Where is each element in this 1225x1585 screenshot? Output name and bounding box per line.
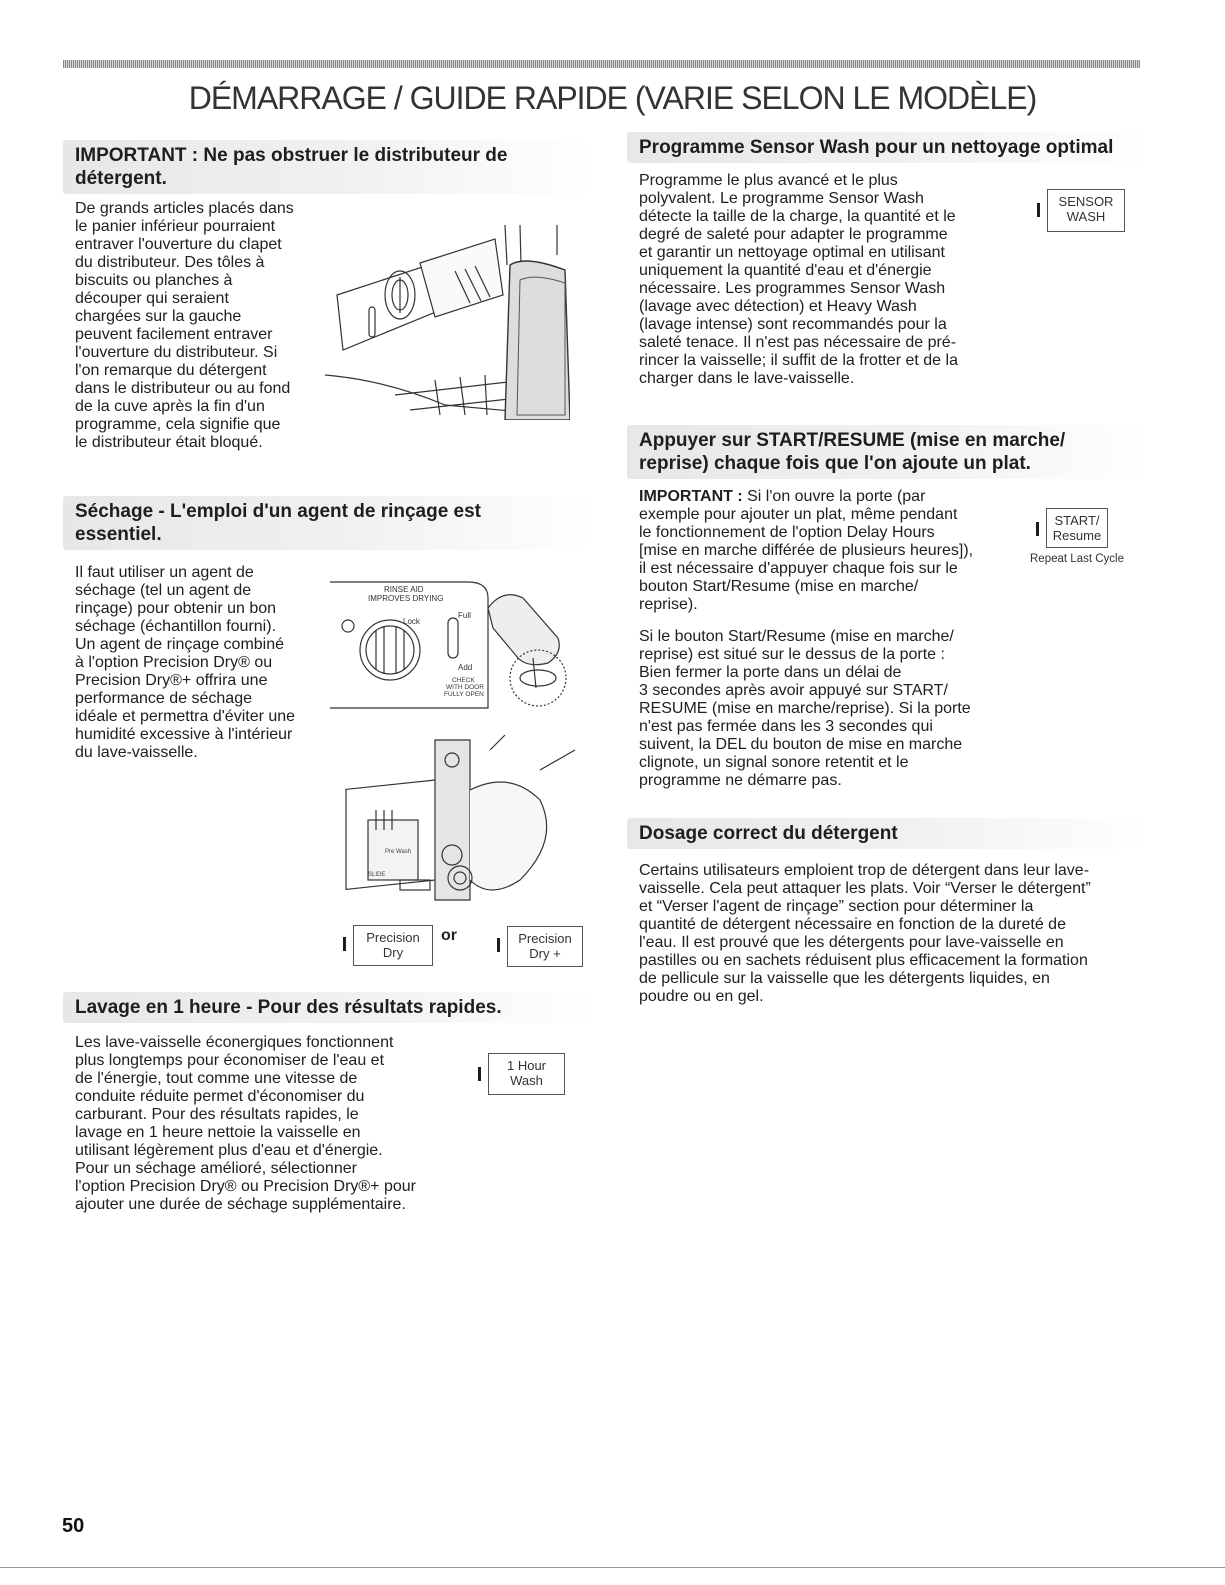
start-resume-button bbox=[1036, 508, 1126, 550]
dosage-body: Certains utilisateurs emploient trop de détergent dans leur lave- vaisselle. Cela peut attaquer les plats. Voir “Verser le détergent” et “Verser l'agent de rinçage” section pour déterminer la quantité de détergent nécessaire en fonction de la dureté de l'eau. Il est prouvé que les détergents pour lave-vaisselle en pastilles ou en sachets réduisent plus efficacement la formation de pellicule sur la vaisselle que les détergents liquides, en poudre ou en gel. bbox=[639, 862, 1091, 1005]
sensor-wash-heading: Programme Sensor Wash pour un nettoyage optimal bbox=[627, 132, 1149, 163]
sensor-wash-body: Programme le plus avancé et le plus polyvalent. Le programme Sensor Wash détecte la taille de la charge, la quantité et le degré de saleté pour adapter le programme et garantir un nettoyage optimal en utilisant uniquement la quantité d'eau et d'énergie nécessaire. Les programmes Sensor Wash (lavage avec détection) et Heavy Wash (lavage intense) sont recommandés pour la saleté tenace. Il n'est pas nécessaire de pré- rincer la vaisselle; il suffit de la frotter et de la charger dans le lave-vaisselle. bbox=[639, 172, 958, 387]
important-label: IMPORTANT : bbox=[639, 488, 743, 505]
sensor-wash-label: SENSOR WASH bbox=[1047, 189, 1125, 232]
repeat-last-cycle-caption: Repeat Last Cycle bbox=[1030, 553, 1124, 565]
start-resume-heading: Appuyer sur START/RESUME (mise en marche/ reprise) chaque fois que l'on ajoute un plat. bbox=[627, 425, 1149, 479]
important-body: De grands articles placés dans le panier inférieur pourraient entraver l'ouverture du clapet du distributeur. Des tôles à biscuits ou planches à découper qui seraient chargées sur la gauche peuvent facilement entraver l'ouverture du distributeur. Si l'on remarque du détergent dans le distributeur ou au fond de la cuve après la fin d'un programme, cela signifie que le distributeur était bloqué. bbox=[75, 200, 294, 451]
bottom-rule bbox=[0, 1567, 1225, 1568]
or-word: or bbox=[441, 927, 457, 944]
start-resume-body-2: Si le bouton Start/Resume (mise en marche/ reprise) est situé sur le dessus de la porte : Bien fermer la porte dans un délai de 3 secondes après avoir appuyé sur START/ RESUME (mise en marche/reprise). Si la porte n'est pas fermée dans les 3 secondes qui suivent, la DEL du bouton de mise en marche clignote, un signal sonore retentit et le programme ne démarre pas. bbox=[639, 628, 971, 789]
top-rule bbox=[63, 60, 1140, 68]
dosage-heading: Dosage correct du détergent bbox=[627, 818, 1149, 849]
button-indicator-bar bbox=[1036, 522, 1039, 536]
page-title: DÉMARRAGE / GUIDE RAPIDE (VARIE SELON LE MODÈLE) bbox=[188, 80, 1037, 116]
button-indicator-bar bbox=[343, 937, 346, 951]
slide-label: SLIDE bbox=[368, 872, 386, 878]
full-label: Full bbox=[458, 611, 471, 620]
check-label: CHECK WITH DOOR FULLY OPEN bbox=[444, 677, 484, 698]
button-indicator-bar bbox=[478, 1067, 481, 1081]
button-indicator-bar bbox=[497, 938, 500, 952]
hand-dispenser-illustration bbox=[340, 730, 580, 920]
lavage-heading: Lavage en 1 heure - Pour des résultats rapides. bbox=[63, 992, 593, 1023]
pre-wash-label: Pre Wash bbox=[385, 849, 412, 855]
precision-dry-plus-label: Precision Dry + bbox=[507, 926, 583, 967]
precision-dry-label: Precision Dry bbox=[353, 925, 433, 966]
precision-dry-button bbox=[343, 925, 433, 967]
sechage-body: Il faut utiliser un agent de séchage (tel un agent de rinçage) pour obtenir un bon séchage (échantillon fourni). Un agent de rinçage combiné à l'option Precision Dry® ou Precision Dry®+ offrira une performance de séchage idéale et permettra d'éviter une humidité excessive à l'intérieur du lave-vaisselle. bbox=[75, 564, 296, 761]
rinse-aid-dispenser-illustration bbox=[328, 578, 590, 720]
rinse-aid-label: RINSE AID IMPROVES DRYING bbox=[368, 585, 444, 603]
sensor-wash-button bbox=[1037, 189, 1127, 233]
page-number: 50 bbox=[62, 1515, 85, 1537]
detergent-dispenser-illustration bbox=[325, 225, 570, 420]
start-resume-text: Si l'on ouvre la porte (par exemple pour ajouter un plat, même pendant le fonctionnement de l'option Delay Hours [mise en marche différée de plusieurs heures]), il est nécessaire d'appuyer chaque fois sur le bouton Start/Resume (mise en marche/ reprise). bbox=[639, 488, 974, 613]
start-resume-label: START/ Resume bbox=[1046, 508, 1108, 548]
one-hour-wash-label: 1 Hour Wash bbox=[488, 1053, 565, 1095]
add-label: Add bbox=[458, 663, 473, 672]
sechage-heading: Séchage - L'emploi d'un agent de rinçage est essentiel. bbox=[63, 496, 593, 550]
important-heading: IMPORTANT : Ne pas obstruer le distributeur de détergent. bbox=[63, 140, 593, 194]
button-indicator-bar bbox=[1037, 203, 1040, 217]
lock-label: Lock bbox=[403, 617, 420, 626]
one-hour-wash-button bbox=[478, 1053, 568, 1095]
start-resume-body-1 bbox=[639, 488, 1014, 614]
precision-dry-plus-button bbox=[497, 926, 587, 968]
lavage-body: Les lave-vaisselle éconergiques fonctionnent plus longtemps pour économiser de l'eau et de l'énergie, tout comme une vitesse de conduite réduite permet d'économiser du carburant. Pour des résultats rapides, le lavage en 1 heure nettoie la vaisselle en utilisant légèrement plus d'eau et d'énergie. Pour un séchage amélioré, sélectionner l'option Precision Dry® ou Precision Dry®+ pour ajouter une durée de séchage supplémentaire. bbox=[75, 1034, 416, 1213]
